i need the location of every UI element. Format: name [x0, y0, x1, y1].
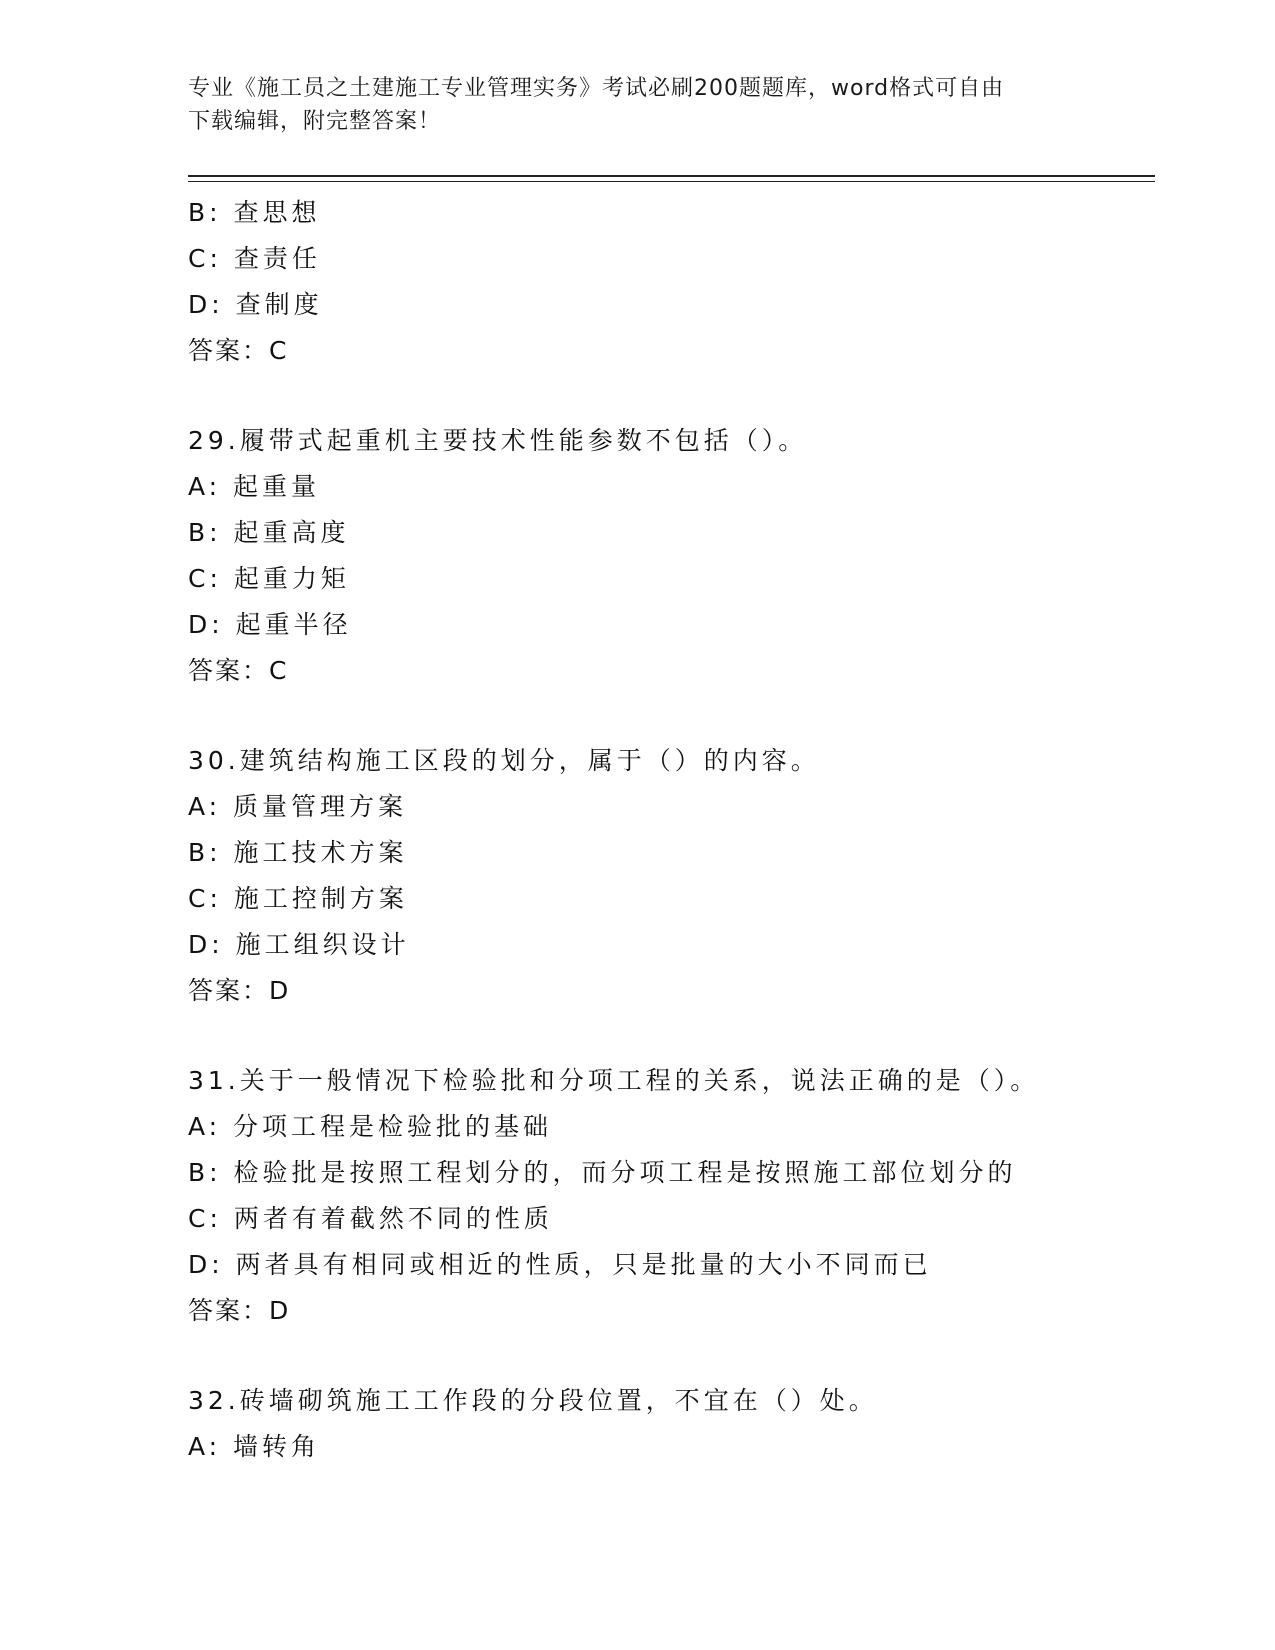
option-b: B: 施工技术方案 [188, 838, 408, 867]
question-30 [188, 738, 1155, 1014]
option-a: A: 起重量 [188, 472, 321, 501]
option-a: A: 墙转角 [188, 1432, 321, 1461]
option-b: B: 查思想 [188, 198, 321, 227]
header-divider-thick [188, 175, 1155, 177]
header-divider-thin [188, 181, 1155, 182]
option-c: C: 施工控制方案 [188, 884, 408, 913]
question-31 [188, 1058, 1155, 1334]
option-c: C: 起重力矩 [188, 564, 350, 593]
question-28 [188, 190, 1155, 374]
spacer [188, 1334, 1155, 1378]
header-line-1: 专业《施工员之土建施工专业管理实务》考试必刷200题题库，word格式可自由 [188, 76, 1005, 101]
answer: 答案：D [188, 1296, 291, 1325]
question-stem: 30.建筑结构施工区段的划分，属于（）的内容。 [188, 746, 820, 775]
option-a: A: 分项工程是检验批的基础 [188, 1112, 553, 1141]
header-line-2: 下载编辑，附完整答案！ [188, 109, 442, 134]
option-d: D: 起重半径 [188, 610, 352, 639]
option-d: D: 施工组织设计 [188, 930, 410, 959]
question-29 [188, 418, 1155, 694]
option-d: D: 两者具有相同或相近的性质，只是批量的大小不同而已 [188, 1250, 932, 1279]
option-d: D: 查制度 [188, 290, 323, 319]
question-32 [188, 1378, 1155, 1470]
spacer [188, 1014, 1155, 1058]
option-a: A: 质量管理方案 [188, 792, 408, 821]
option-c: C: 查责任 [188, 244, 321, 273]
spacer [188, 694, 1155, 738]
question-stem: 31.关于一般情况下检验批和分项工程的关系，说法正确的是（）。 [188, 1066, 1040, 1095]
spacer [188, 374, 1155, 418]
answer: 答案：D [188, 976, 291, 1005]
question-stem: 32.砖墙砌筑施工工作段的分段位置，不宜在（）处。 [188, 1386, 878, 1415]
question-list [188, 190, 1155, 1470]
answer: 答案：C [188, 656, 289, 685]
answer: 答案：C [188, 336, 289, 365]
option-b: B: 起重高度 [188, 518, 350, 547]
question-stem: 29.履带式起重机主要技术性能参数不包括（）。 [188, 426, 808, 455]
option-c: C: 两者有着截然不同的性质 [188, 1204, 553, 1233]
option-b: B: 检验批是按照工程划分的，而分项工程是按照施工部位划分的 [188, 1158, 1017, 1187]
document-header [188, 72, 1078, 138]
